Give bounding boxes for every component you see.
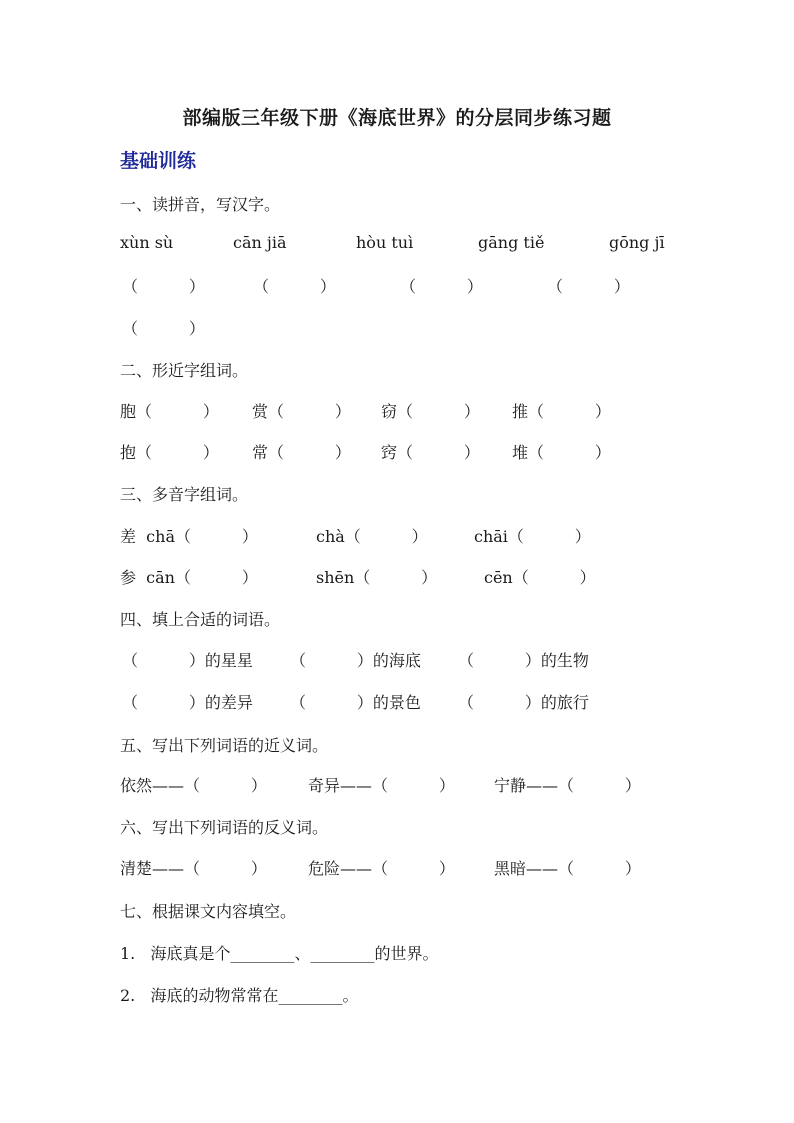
q4-heading: 四、填上合适的词语。: [120, 610, 281, 629]
section-title: 基础训练: [120, 150, 197, 172]
fill-item: （ ）的景色: [290, 693, 421, 712]
word-item: 窃（ ）: [381, 402, 480, 421]
word-item: 常（ ）: [252, 443, 351, 462]
fill-item: （ ）的星星: [122, 651, 253, 670]
word-item: 胞（ ）: [120, 402, 219, 421]
fill-sentence: 2. 海底的动物常常在________。: [120, 986, 359, 1005]
answer-blank[interactable]: （ ）: [400, 277, 483, 296]
synonym-item: 依然——（ ）: [120, 776, 267, 795]
fill-item: （ ）的生物: [458, 651, 589, 670]
fill-item: （ ）的差异: [122, 693, 253, 712]
polyphone-item: cēn（ ）: [484, 568, 596, 587]
answer-blank[interactable]: （ ）: [122, 319, 205, 338]
pinyin-item: gāng tiě: [478, 233, 545, 252]
polyphone-item: 差 chā（ ）: [120, 527, 258, 546]
fill-sentence: 1. 海底真是个________、________的世界。: [120, 944, 439, 963]
answer-blank[interactable]: （ ）: [547, 277, 630, 296]
polyphone-item: shēn（ ）: [316, 568, 438, 587]
antonym-item: 黑暗——（ ）: [494, 859, 641, 878]
q2-heading: 二、形近字组词。: [120, 361, 249, 380]
word-item: 堆（ ）: [512, 443, 611, 462]
synonym-item: 宁静——（ ）: [494, 776, 641, 795]
antonym-item: 清楚——（ ）: [120, 859, 267, 878]
word-item: 赏（ ）: [252, 402, 351, 421]
synonym-item: 奇异——（ ）: [308, 776, 455, 795]
page-title: 部编版三年级下册《海底世界》的分层同步练习题: [182, 107, 612, 129]
answer-blank[interactable]: （ ）: [253, 277, 336, 296]
answer-blank[interactable]: （ ）: [122, 277, 205, 296]
word-item: 抱（ ）: [120, 443, 219, 462]
fill-item: （ ）的旅行: [458, 693, 589, 712]
pinyin-item: cān jiā: [233, 233, 287, 252]
pinyin-item: hòu tuì: [356, 233, 414, 252]
antonym-item: 危险——（ ）: [308, 859, 455, 878]
fill-item: （ ）的海底: [290, 651, 421, 670]
q6-heading: 六、写出下列词语的反义词。: [120, 818, 329, 837]
word-item: 推（ ）: [512, 402, 611, 421]
polyphone-item: chà（ ）: [316, 527, 428, 546]
pinyin-item: gōng jī: [609, 233, 665, 252]
q7-heading: 七、根据课文内容填空。: [120, 902, 297, 921]
q5-heading: 五、写出下列词语的近义词。: [120, 736, 329, 755]
q1-heading: 一、读拼音，写汉字。: [120, 195, 281, 214]
word-item: 窍（ ）: [381, 443, 480, 462]
q3-heading: 三、多音字组词。: [120, 485, 249, 504]
polyphone-item: chāi（ ）: [474, 527, 591, 546]
polyphone-item: 参 cān（ ）: [120, 568, 258, 587]
pinyin-item: xùn sù: [120, 233, 174, 252]
